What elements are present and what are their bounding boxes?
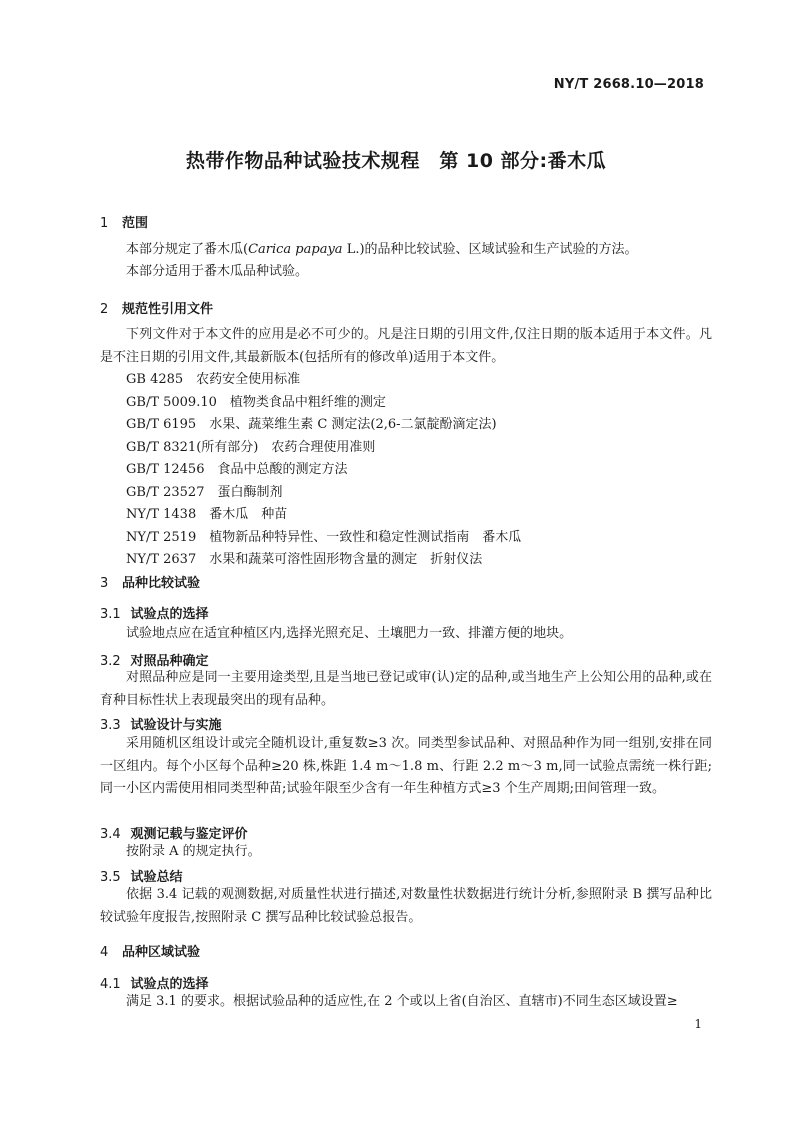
section-1-heading [100,212,148,231]
section-3-4-text: 按附录 A 的规定执行。 [126,844,261,859]
section-3-2-text: 对照品种应是同一主要用途类型,且是当地已登记或审(认)定的品种,或当地生产上公知公用的品种,或在育种目标性状上表现最突出的现有品种。 [100,670,712,708]
section-3-heading [100,572,200,591]
scope-text-post: L.)的品种比较试验、区域试验和生产试验的方法。 [342,242,638,257]
section-title: 品种区域试验 [122,945,201,960]
page-number: 1 [694,1017,702,1031]
section-3-1-text: 试验地点应在适宜种植区内,选择光照充足、土壤肥力一致、排灌方便的地块。 [126,626,573,641]
reference-item: GB/T 23527 蛋白酶制剂 [126,484,283,500]
section-title: 品种比较试验 [122,576,201,591]
section-number: 3.1 [100,607,121,622]
section-number: 2 [100,302,109,317]
section-title: 试验总结 [130,870,183,885]
document-title: 热带作物品种试验技术规程 第 10 部分:番木瓜 [185,150,607,172]
section-title: 观测记载与鉴定评价 [130,827,248,842]
section-3-1-heading [100,603,209,622]
reference-item: GB/T 8321(所有部分) 农药合理使用准则 [126,439,376,455]
section-number: 3 [100,576,109,591]
standard-code: NY/T 2668.10—2018 [553,77,704,92]
section-2-heading [100,298,213,317]
section-number: 3.4 [100,827,121,842]
section-title: 试验点的选择 [130,607,209,622]
reference-item: GB/T 5009.10 植物类食品中粗纤维的测定 [126,394,386,410]
section-number: 4.1 [100,977,121,992]
scope-text-pre: 本部分规定了番木瓜( [126,242,249,257]
section-title: 范围 [122,216,149,231]
section-4-1-text: 满足 3.1 的要求。根据试验品种的适应性,在 2 个或以上省(自治区、直辖市)不同生态区域设置≥ [126,994,678,1009]
latin-name: Carica papaya [248,242,343,257]
section-title: 对照品种确定 [130,654,209,669]
section-number: 3.2 [100,654,121,669]
section-3-4-heading [100,823,248,842]
reference-item: GB/T 6195 水果、蔬菜维生素 C 测定法(2,6-二氯靛酚滴定法) [126,417,497,432]
section-title: 试验点的选择 [130,977,209,992]
scope-paragraph-1 [100,239,712,262]
section-number: 3.3 [100,718,121,733]
reference-item: GB/T 12456 食品中总酸的测定方法 [126,462,348,477]
reference-item: GB 4285 农药安全使用标准 [126,372,301,387]
section-4-heading [100,941,200,960]
section-3-3-heading [100,714,222,733]
references-intro: 下列文件对于本文件的应用是必不可少的。凡是注日期的引用文件,仅注日期的版本适用于本文件。凡是不注日期的引用文件,其最新版本(包括所有的修改单)适用于本文件。 [100,327,712,365]
scope-paragraph-2: 本部分适用于番木瓜品种试验。 [126,264,309,279]
reference-item: NY/T 1438 番木瓜 种苗 [126,507,288,522]
section-3-5-heading [100,866,183,885]
section-number: 1 [100,216,109,231]
section-number: 4 [100,945,109,960]
reference-list [126,369,716,572]
reference-item: NY/T 2637 水果和蔬菜可溶性固形物含量的测定 折射仪法 [126,552,483,567]
section-title: 规范性引用文件 [122,302,214,317]
section-3-5-text: 依据 3.4 记载的观测数据,对质量性状进行描述,对数量性状数据进行统计分析,参照附录 B 撰写品种比较试验年度报告,按照附录 C 撰写品种比较试验总报告。 [100,887,712,925]
section-title: 试验设计与实施 [130,718,222,733]
section-3-3-text: 采用随机区组设计或完全随机设计,重复数≥3 次。同类型参试品种、对照品种作为同一组别,安排在同一区组内。每个小区每个品种≥20 株,株距 1.4 m～1.8 m、行距 2.2 m～3 m,同一试验点需统一株行距;同一小区内需使用相同类型种苗;试验年限至少含有一年生种植方式≥3 个生产周期;田间管理一致。 [100,736,712,796]
section-number: 3.5 [100,870,121,885]
reference-item: NY/T 2519 植物新品种特异性、一致性和稳定性测试指南 番木瓜 [126,529,522,545]
section-4-1-heading [100,973,209,992]
